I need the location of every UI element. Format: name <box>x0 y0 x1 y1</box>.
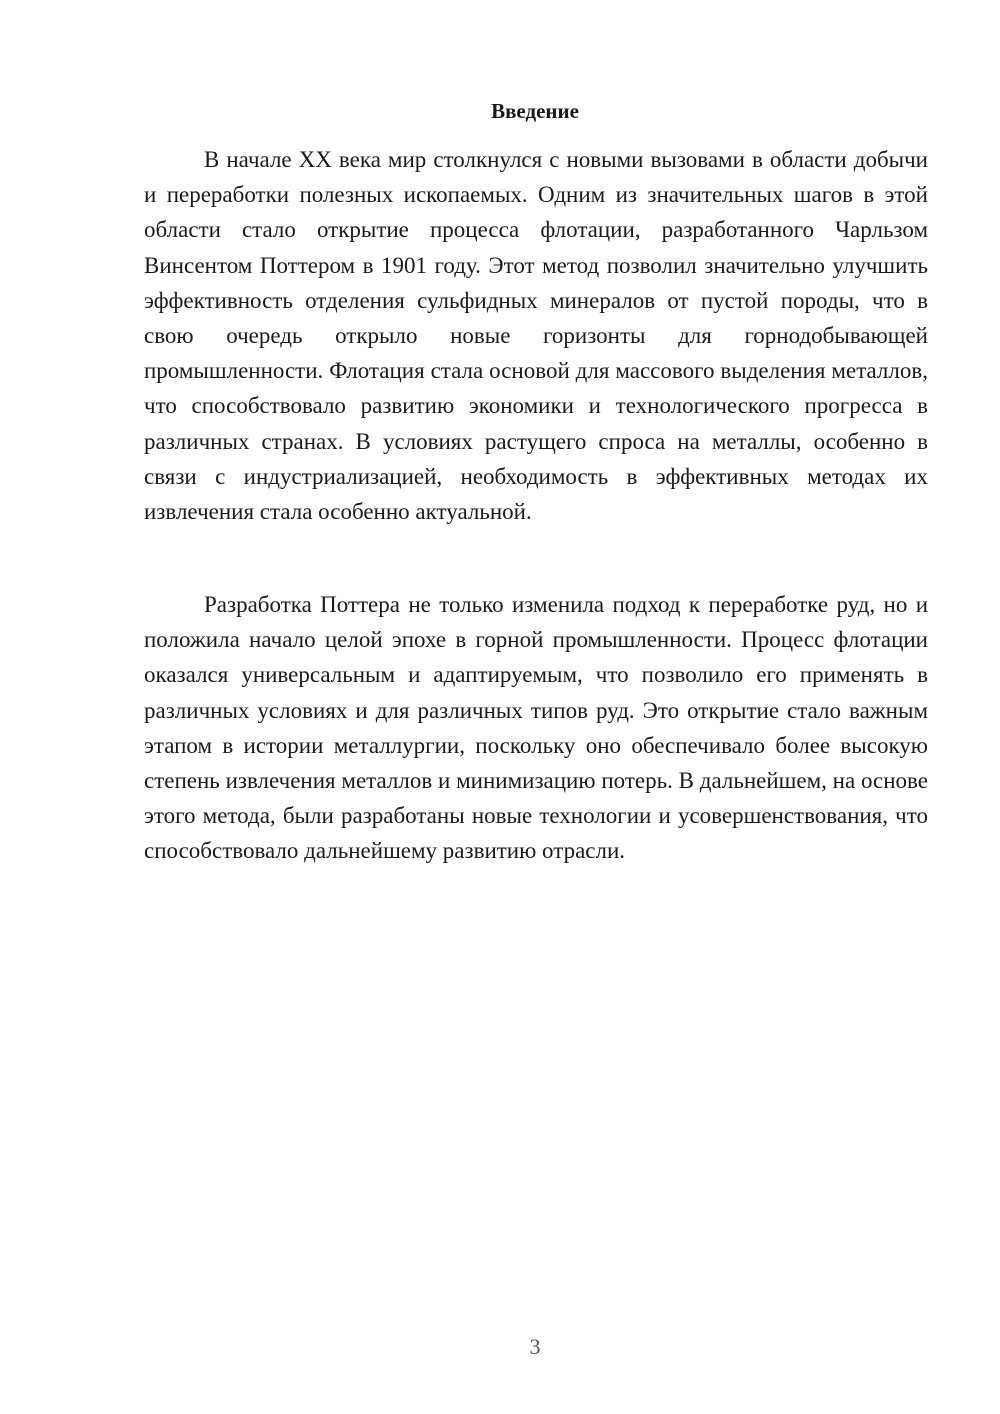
paragraph: В начале XX века мир столкнулся с новыми вызовами в области добычи и переработки полезных ископаемых. Одним из значительных шагов в этой области стало открытие процесса флотации, разработанного Чарльзом Винсентом Поттером в 1901 году. Этот метод позволил значительно улучшить эффективность отделения сульфидных минералов от пустой породы, что в свою очередь открыло новые горизонты для горнодобывающей промышленности. Флотация стала основой для массового выделения металлов, что способствовало развитию экономики и технологического прогресса в различных странах. В условиях растущего спроса на металлы, особенно в связи с индустриализацией, необходимость в эффективных методах их извлечения стала особенно актуальной. <box>144 147 928 525</box>
page-number: 3 <box>529 1334 541 1359</box>
paragraph: Разработка Поттера не только изменила подход к переработке руд, но и положила начало целой эпохе в горной промышленности. Процесс флотации оказался универсальным и адаптируемым, что позволило его применять в различных условиях и для различных типов руд. Это открытие стало важным этапом в истории металлургии, поскольку оно обеспечивало более высокую степень извлечения металлов и минимизацию потерь. В дальнейшем, на основе этого метода, были разработаны новые технологии и усовершенствования, что способствовало дальнейшему развитию отрасли. <box>144 592 928 864</box>
section-title: Введение <box>491 99 579 123</box>
